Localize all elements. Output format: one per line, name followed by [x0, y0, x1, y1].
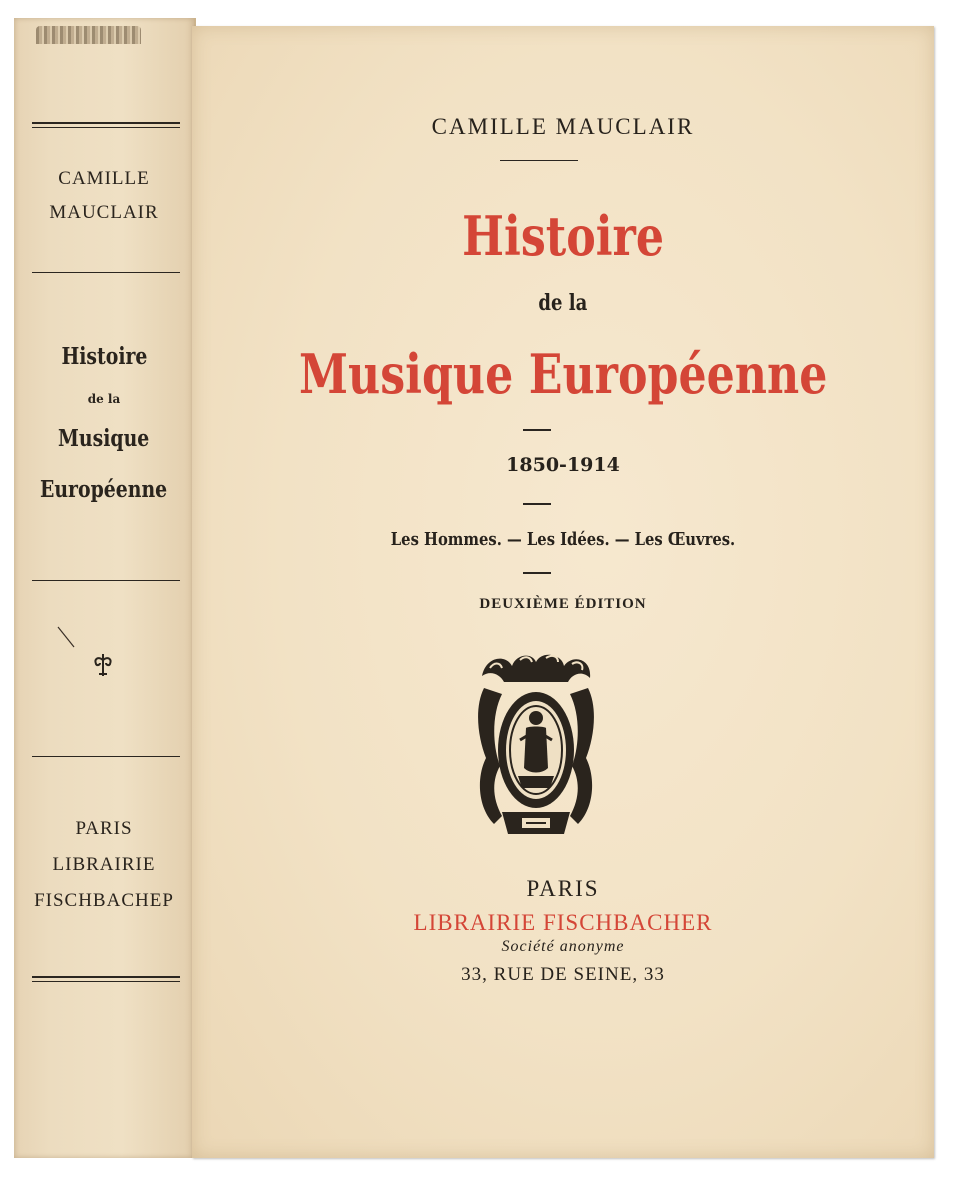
spine-worn-top: [36, 26, 141, 44]
spine-stain-mark: [54, 623, 84, 653]
spine-rule-3: [32, 756, 180, 757]
spine-rule-double-top-thin: [32, 127, 180, 128]
cover-title-connector: de la: [538, 290, 588, 316]
cover-title-line1: Histoire: [462, 204, 664, 268]
spine-title-4: Européenne: [40, 476, 168, 503]
spine-title-1: Histoire: [61, 343, 147, 370]
fleuron-icon: [88, 650, 118, 680]
spine-rule-double-bottom: [32, 976, 180, 978]
spine-title-3: Musique: [58, 425, 150, 452]
book-cover: [192, 26, 934, 1158]
spine-title-2: de la: [87, 392, 121, 406]
cover-city: PARIS: [526, 876, 600, 901]
cover-rule-3: [523, 503, 551, 505]
cover-publisher: LIBRAIRIE FISCHBACHER: [413, 910, 713, 935]
spine-rule-1: [32, 272, 180, 273]
cover-rule-4: [523, 572, 551, 574]
cover-rule-1: [500, 160, 578, 161]
cover-title-line2: Musique Européenne: [298, 342, 828, 406]
spine-rule-2: [32, 580, 180, 581]
spine-publisher-2: FISCHBACHEP: [34, 890, 174, 911]
book-spine: [14, 18, 196, 1158]
spine-rule-double-bottom-thin: [32, 981, 180, 982]
cover-rule-2: [523, 429, 551, 431]
cover-author: CAMILLE MAUCLAIR: [431, 114, 695, 139]
cover-company-type: Société anonyme: [501, 938, 625, 955]
publisher-emblem-icon: [472, 648, 600, 840]
spine-rule-double-top: [32, 122, 180, 124]
spine-author-last: MAUCLAIR: [49, 202, 159, 223]
cover-dates: 1850-1914: [506, 454, 620, 476]
spine-publisher-city: PARIS: [75, 818, 133, 839]
cover-address: 33, RUE DE SEINE, 33: [461, 964, 665, 985]
cover-subtitle: Les Hommes. — Les Idées. — Les Œuvres.: [390, 529, 736, 550]
spine-author-first: CAMILLE: [58, 168, 150, 189]
spine-publisher-1: LIBRAIRIE: [52, 854, 156, 875]
cover-edition: DEUXIÈME ÉDITION: [479, 596, 647, 612]
